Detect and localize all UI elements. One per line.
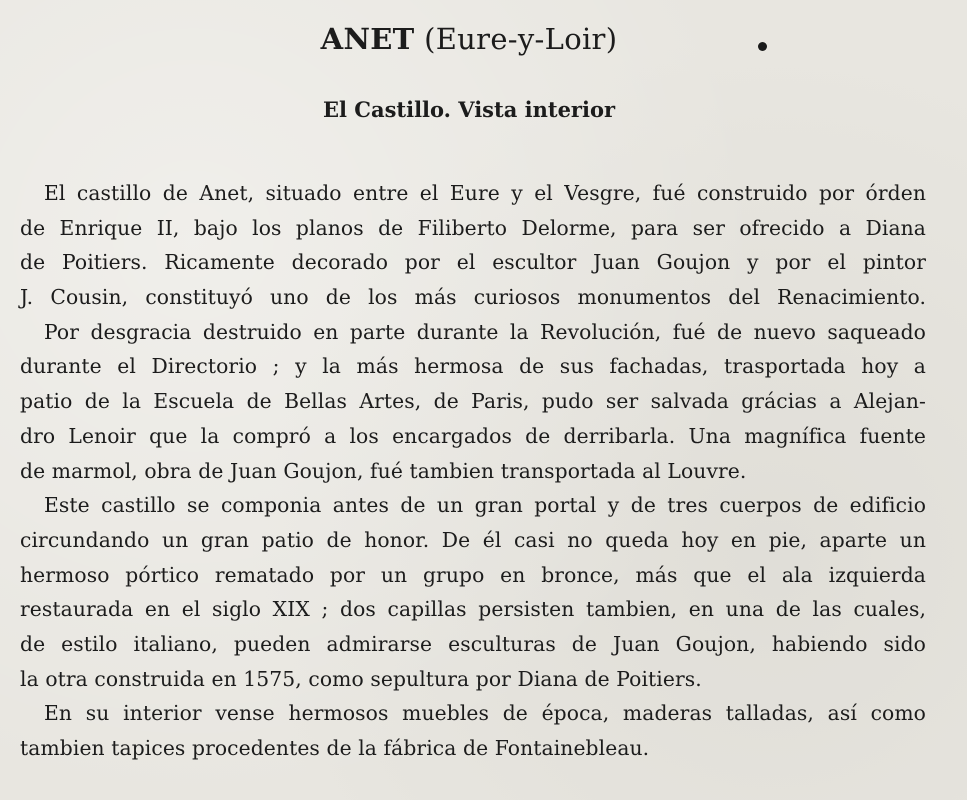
document-subtitle: El Castillo. Vista interior bbox=[322, 97, 616, 122]
paragraph-line: de Enrique II, bajo los planos de Filiberto Delorme, para ser ofrecido a Diana bbox=[20, 215, 926, 240]
body-text bbox=[20, 176, 926, 766]
paragraph-line: hermoso pórtico rematado por un grupo en bronce, más que el ala izquierda bbox=[20, 562, 926, 587]
paragraph-line: de marmol, obra de Juan Goujon, fué tambien transportada al Louvre. bbox=[20, 458, 747, 483]
document-title bbox=[0, 22, 938, 56]
paragraph-line: Por desgracia destruido en parte durante la Revolución, fué de nuevo saqueado bbox=[44, 319, 926, 344]
paragraph-line: El castillo de Anet, situado entre el Eure y el Vesgre, fué construido por órden bbox=[44, 181, 926, 205]
paragraph-line: dro Lenoir que la compró a los encargados de derribarla. Una magnífica fuente bbox=[20, 423, 926, 448]
paragraph-4 bbox=[20, 696, 926, 765]
paragraph-3 bbox=[20, 488, 926, 696]
paragraph-line: En su interior vense hermosos muebles de época, maderas talladas, así como bbox=[44, 701, 926, 726]
paragraph-line: de Poitiers. Ricamente decorado por el escultor Juan Goujon y por el pintor bbox=[20, 250, 926, 275]
paragraph-line: tambien tapices procedentes de la fábrica de Fontainebleau. bbox=[20, 736, 650, 760]
paragraph-line: J. Cousin, constituyó uno de los más curiosos monumentos del Renacimiento. bbox=[20, 285, 926, 310]
paragraph-line: Este castillo se componia antes de un gran portal y de tres cuerpos de edificio bbox=[44, 493, 926, 518]
paragraph-line: de estilo italiano, pueden admirarse esculturas de Juan Goujon, habiendo sido bbox=[20, 631, 926, 656]
paragraph-line: circundando un gran patio de honor. De él casi no queda hoy en pie, aparte un bbox=[20, 527, 926, 552]
paragraph-1 bbox=[20, 176, 926, 315]
title-region: (Eure-y-Loir) bbox=[424, 22, 618, 56]
paragraph-line: durante el Directorio ; y la más hermosa de sus fachadas, trasportada hoy a bbox=[20, 354, 926, 379]
title-place: ANET bbox=[320, 22, 415, 56]
paragraph-line: patio de la Escuela de Bellas Artes, de Paris, pudo ser salvada grácias a Alejan- bbox=[20, 389, 926, 414]
paragraph-2 bbox=[20, 315, 926, 488]
paragraph-line: la otra construida en 1575, como sepultura por Diana de Poitiers. bbox=[20, 666, 702, 691]
ink-spot bbox=[758, 42, 767, 51]
paragraph-line: restaurada en el siglo XIX ; dos capillas persisten tambien, en una de las cuales, bbox=[20, 597, 926, 622]
